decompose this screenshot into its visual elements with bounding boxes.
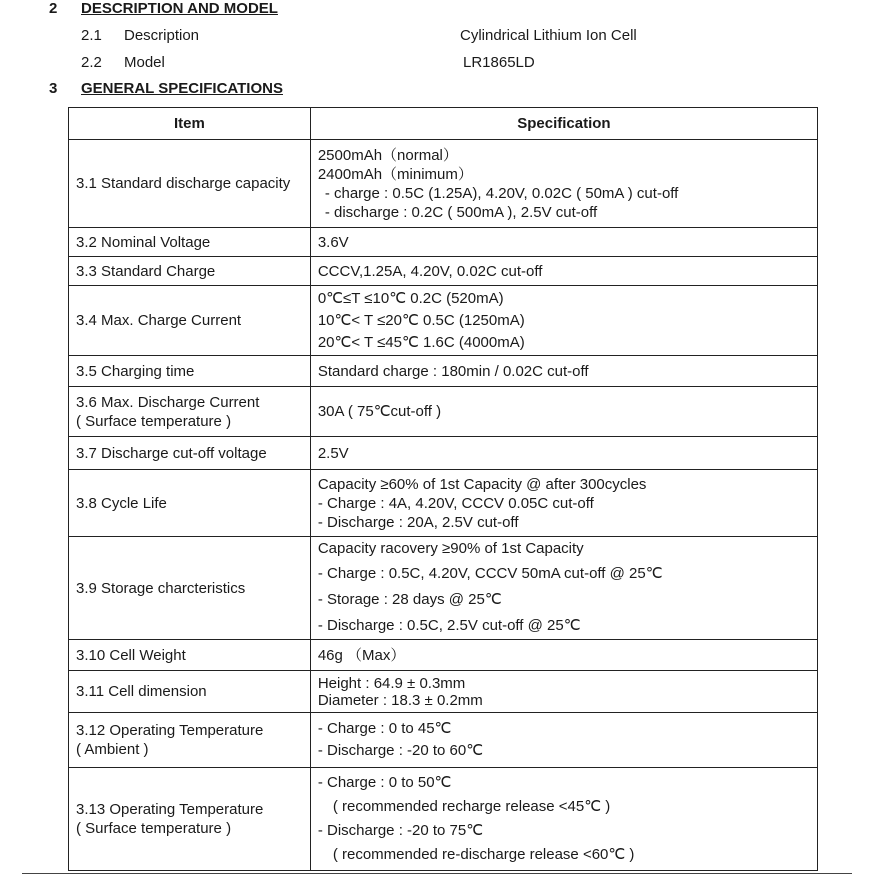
item-text: 3.13 Operating Temperature <box>76 801 264 818</box>
item-cell <box>69 713 311 768</box>
item-cell <box>69 640 311 671</box>
section-number: 2 <box>49 0 58 17</box>
spec-line: 0℃≤T ≤10℃ 0.2C (520mA) <box>317 289 504 307</box>
table-row <box>69 437 818 470</box>
item-cell <box>69 356 311 387</box>
item-cell <box>69 257 311 286</box>
spec-line: - charge : 0.5C (1.25A), 4.20V, 0.02C ( 50mA ) cut-off <box>324 184 679 202</box>
item-text: 3.4 Max. Charge Current <box>76 312 242 329</box>
spec-line: - Charge : 0.5C, 4.20V, CCCV 50mA cut-off @ 25℃ <box>317 565 663 582</box>
section-title: GENERAL SPECIFICATIONS <box>81 80 283 97</box>
subsection-label: Model <box>124 54 165 71</box>
spec-cell <box>310 286 817 356</box>
spec-line: Standard charge : 180min / 0.02C cut-off <box>317 362 589 380</box>
item-text: 3.2 Nominal Voltage <box>76 233 211 251</box>
spec-line: Capacity racovery ≥90% of 1st Capacity <box>317 540 584 557</box>
item-text: 3.3 Standard Charge <box>76 262 216 280</box>
spec-line: - Charge : 0 to 45℃ <box>317 720 452 737</box>
table-row <box>69 228 818 257</box>
spec-line: 2500mAh（normal） <box>317 146 458 164</box>
table-row <box>69 537 818 640</box>
subsection-label: Description <box>124 27 200 44</box>
table-row <box>69 671 818 713</box>
item-text: ( Surface temperature ) <box>76 820 232 837</box>
spec-cell <box>310 768 817 871</box>
item-text: 3.1 Standard discharge capacity <box>76 175 291 192</box>
table-row <box>69 286 818 356</box>
spec-cell <box>310 470 817 537</box>
spec-line: - Discharge : -20 to 75℃ <box>317 822 484 839</box>
spec-line: ( recommended re-discharge release <60℃ ) <box>332 846 635 863</box>
header-item: Item <box>69 108 311 140</box>
table-row <box>69 470 818 537</box>
spec-line: Capacity ≥60% of 1st Capacity @ after 300cycles <box>317 475 647 493</box>
page-bottom-rule <box>22 873 852 874</box>
item-cell <box>69 286 311 356</box>
subsection-value: Cylindrical Lithium Ion Cell <box>460 27 637 44</box>
section-title: DESCRIPTION AND MODEL <box>81 0 278 17</box>
spec-line: - Discharge : 0.5C, 2.5V cut-off @ 25℃ <box>317 617 581 634</box>
spec-line: - Charge : 0 to 50℃ <box>317 774 452 791</box>
item-cell <box>69 437 311 470</box>
spec-cell <box>310 640 817 671</box>
table-row <box>69 356 818 387</box>
section-number: 3 <box>49 80 58 97</box>
spec-line: - Discharge : -20 to 60℃ <box>317 742 484 759</box>
subsection-number: 2.1 <box>81 27 102 44</box>
spec-line: 2.5V <box>317 444 349 462</box>
spec-line: - Storage : 28 days @ 25℃ <box>317 591 502 608</box>
item-cell <box>69 470 311 537</box>
item-cell <box>69 140 311 228</box>
table-row <box>69 713 818 768</box>
spec-line: 10℃< T ≤20℃ 0.5C (1250mA) <box>317 311 525 329</box>
subsection-value: LR1865LD <box>463 54 535 71</box>
spec-line: - discharge : 0.2C ( 500mA ), 2.5V cut-off <box>324 203 598 221</box>
item-text: 3.5 Charging time <box>76 362 195 380</box>
spec-cell <box>310 713 817 768</box>
item-cell <box>69 387 311 437</box>
subsection-number: 2.2 <box>81 54 102 71</box>
spec-line: 2400mAh（minimum） <box>317 165 473 183</box>
item-text: 3.11 Cell dimension <box>76 683 207 700</box>
item-text: 3.12 Operating Temperature <box>76 722 264 739</box>
table-header-row <box>69 108 818 140</box>
spec-line: 46g （Max） <box>317 646 406 664</box>
spec-cell <box>310 228 817 257</box>
spec-line: 3.6V <box>317 233 349 251</box>
spec-line: - Charge : 4A, 4.20V, CCCV 0.05C cut-off <box>317 494 594 512</box>
spec-cell <box>310 257 817 286</box>
spec-line: Height : 64.9 ± 0.3mm <box>317 674 466 692</box>
spec-cell <box>310 140 817 228</box>
spec-line: 20℃< T ≤45℃ 1.6C (4000mA) <box>317 333 525 351</box>
spec-line: Diameter : 18.3 ± 0.2mm <box>317 691 483 709</box>
spec-cell <box>310 537 817 640</box>
spec-table <box>68 107 818 871</box>
table-row <box>69 257 818 286</box>
item-text: 3.6 Max. Discharge Current <box>76 393 260 411</box>
spec-line: 30A ( 75℃cut-off ) <box>317 403 442 420</box>
item-cell <box>69 768 311 871</box>
item-cell <box>69 671 311 713</box>
item-text: ( Surface temperature ) <box>76 412 232 430</box>
item-cell <box>69 228 311 257</box>
item-text: 3.10 Cell Weight <box>76 646 186 664</box>
spec-cell <box>310 387 817 437</box>
table-row <box>69 387 818 437</box>
table-row <box>69 640 818 671</box>
item-text: 3.7 Discharge cut-off voltage <box>76 444 267 462</box>
item-cell <box>69 537 311 640</box>
spec-cell <box>310 356 817 387</box>
table-row <box>69 768 818 871</box>
header-specification: Specification <box>310 108 817 140</box>
table-row <box>69 140 818 228</box>
spec-line: - Discharge : 20A, 2.5V cut-off <box>317 513 519 531</box>
spec-cell <box>310 437 817 470</box>
spec-cell <box>310 671 817 713</box>
spec-line: ( recommended recharge release <45℃ ) <box>332 798 611 815</box>
spec-line: CCCV,1.25A, 4.20V, 0.02C cut-off <box>317 262 543 280</box>
item-text: ( Ambient ) <box>76 741 149 758</box>
item-text: 3.8 Cycle Life <box>76 494 167 512</box>
item-text: 3.9 Storage charcteristics <box>76 579 246 597</box>
